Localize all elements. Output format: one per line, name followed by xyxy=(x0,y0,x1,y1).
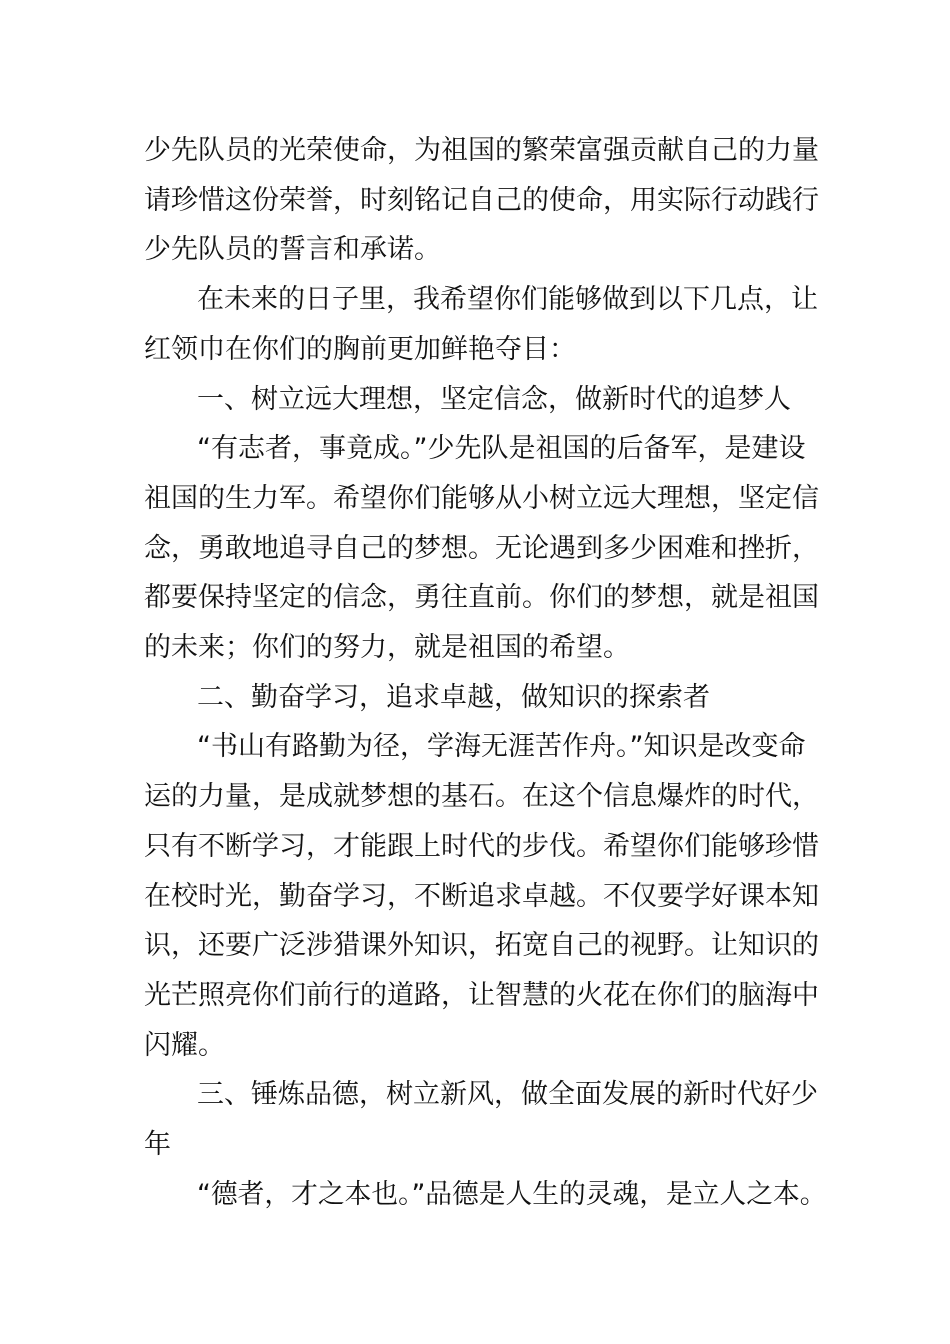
text-line: 年 xyxy=(144,1129,171,1160)
text-line: 识，还要广泛涉猎课外知识，拓宽自己的视野。让知识的 xyxy=(144,930,819,962)
text-line: 光芒照亮你们前行的道路，让智慧的火花在你们的脑海中 xyxy=(144,979,819,1011)
text-line: 闪耀。 xyxy=(144,1029,225,1061)
text-line: 在校时光，勤奋学习，不断追求卓越。不仅要学好课本知 xyxy=(144,880,819,912)
text-line: 只有不断学习，才能跟上时代的步伐。希望你们能够珍惜 xyxy=(144,830,819,862)
text-line: 三、锤炼品德，树立新风，做全面发展的新时代好少 xyxy=(197,1079,818,1111)
text-line: 二、勤奋学习，追求卓越，做知识的探索者 xyxy=(197,681,710,713)
text-line: “书山有路勤为径，学海无涯苦作舟。”知识是改变命 xyxy=(197,731,806,763)
text-line: 祖国的生力军。希望你们能够从小树立远大理想，坚定信 xyxy=(144,482,819,514)
text-line: 的未来；你们的努力，就是祖国的希望。 xyxy=(144,632,630,663)
text-line: 在未来的日子里，我希望你们能够做到以下几点，让 xyxy=(197,284,818,316)
text-line: 运的力量，是成就梦想的基石。在这个信息爆炸的时代， xyxy=(144,781,819,813)
text-line: 少先队员的光荣使命，为祖国的繁荣富强贡献自己的力量 xyxy=(144,135,819,166)
text-line: 一、树立远大理想，坚定信念，做新时代的追梦人 xyxy=(197,383,791,415)
text-line: “有志者，事竟成。”少先队是祖国的后备军，是建设 xyxy=(197,433,806,465)
text-line: “德者，才之本也。”品德是人生的灵魂，是立人之本。 xyxy=(197,1178,827,1210)
text-line: 请珍惜这份荣誉，时刻铭记自己的使命，用实际行动践行 xyxy=(144,184,819,216)
text-line: 红领巾在你们的胸前更加鲜艳夺目： xyxy=(144,333,576,365)
text-line: 都要保持坚定的信念，勇往直前。你们的梦想，就是祖国 xyxy=(144,582,819,614)
text-line: 少先队员的誓言和承诺。 xyxy=(144,234,441,266)
text-line: 念，勇敢地追寻自己的梦想。无论遇到多少困难和挫折， xyxy=(144,532,819,564)
